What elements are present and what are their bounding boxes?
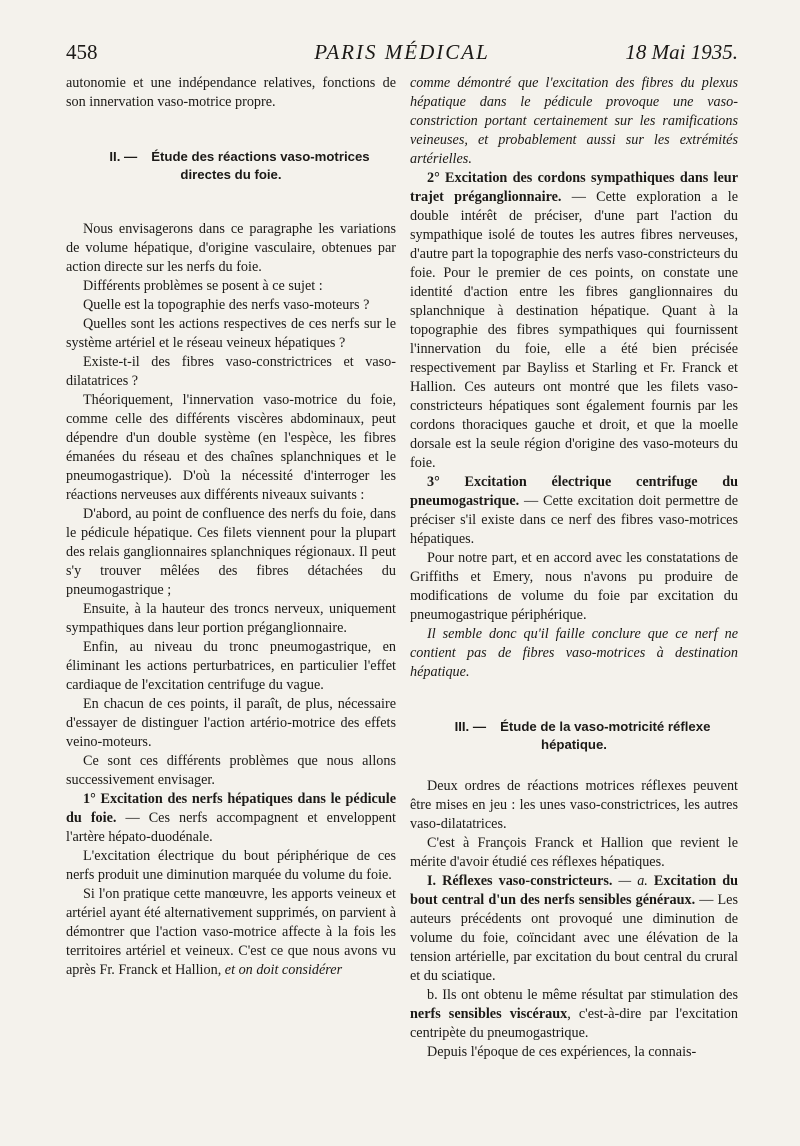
journal-title: PARIS MÉDICAL [314, 40, 490, 64]
paragraph: Existe-t-il des fibres vaso-constrictrices et vaso-dilatatrices ? [66, 354, 396, 389]
paragraph: Différents problèmes se posent à ce sujet : [83, 278, 323, 294]
section-number: III. — [454, 719, 487, 734]
paragraph: Si l'on pratique cette manœuvre, les apports veineux et artériel ayant été alternativement supprimés, on parvient à démontrer que l'action vaso-motrice affecte à la fois les territoires artériel et veineux. C'est ce que nous avons vu après Fr. Franck et Hallion, et on doit considérer [66, 886, 396, 978]
paragraph: Théoriquement, l'innervation vaso-motrice du foie, comme celle des différents viscères abdominaux, peut dépendre d'un double système (en l'espèce, les fibres émanées du réseau et des chaînes splanchniques et le pneumogastrique). D'où la nécessité d'interroger les réactions nerveuses aux différents niveaux suivants : [66, 392, 396, 503]
section-title: Étude des réactions vaso-motrices directes du foie. [151, 149, 370, 182]
subsection-paragraph: 2° Excitation des cordons sympathiques dans leur trajet préganglionnaire. — Cette exploration a le double intérêt de préciser, d'une part l'action du sympathique isolé de toutes les autres fibres nerveuses, d'autre part la topographie des nerfs vaso-constricteurs du foie. Pour le premier de ces points, on constate une identité d'action entre les fibres ganglionnaires du splanchnique à destination hépatique. Quant à la topographie des fibres sympathiques qui fournissent l'innervation du foie, elle a été bien précisée respectivement par Bayliss et Starling et Fr. Franck et Hallion. Ces auteurs ont montré que les filets vaso-constricteurs hépatiques sont également fournis par les cordons thoraciques gauche et droit, et que la moelle dorsale est la seule région d'origine des vaso-moteurs du foie. [410, 170, 738, 471]
paragraph: D'abord, au point de confluence des nerfs du foie, dans le pédicule hépatique. Ces filets viennent pour la plupart des relais ganglionnaires splanchniques régionaux. Il peut s'y trouver mêlées des fibres détachées du pneumogastrique ; [66, 506, 396, 598]
issue-date: 18 Mai 1935. [625, 40, 738, 64]
paragraph: b. Ils ont obtenu le même résultat par stimulation des nerfs sensibles viscéraux, c'est-à-dire par l'excitation centripète du pneumogastrique. [410, 987, 738, 1041]
paragraph: Ce sont ces différents problèmes que nous allons successivement envisager. [66, 753, 396, 788]
paragraph: Enfin, au niveau du tronc pneumogastrique, en éliminant les actions perturbatrices, en particulier l'effet cardiaque de l'excitation centrifuge du vague. [66, 639, 396, 693]
section-number: II. — [109, 149, 138, 164]
paragraph: Pour notre part, et en accord avec les constatations de Griffiths et Emery, nous n'avons pu produire de modifications de volume du foie par excitation du pneumogastrique périphérique. [410, 550, 738, 623]
right-column [410, 74, 738, 1062]
subsection-paragraph: 3° Excitation électrique centrifuge du pneumogastrique. — Cette excitation doit permettre de préciser s'il existe dans ce nerf des fibres vaso-motrices hépatiques. [410, 474, 738, 547]
subsection-heading: 1° Excitation des nerfs hépatiques dans le pédicule du foie. [66, 791, 396, 826]
paragraph: C'est à François Franck et Hallion que revient le mérite d'avoir étudié ces réflexes hépatiques. [410, 835, 738, 870]
paragraph: autonomie et une indépendance relatives, fonctions de son innervation vaso-motrice propre. [66, 75, 396, 110]
left-column [66, 74, 396, 980]
subsection-paragraph: 1° Excitation des nerfs hépatiques dans le pédicule du foie. — Ces nerfs accompagnent et enveloppent l'artère hépato-duodénale. [66, 791, 397, 845]
paragraph: L'excitation électrique du bout périphérique de ces nerfs produit une diminution marquée du volume du foie. [66, 848, 396, 883]
subsection-heading: Excitation du bout central d'un des nerfs sensibles généraux. [410, 873, 738, 908]
paragraph-continued: comme démontré que l'excitation des fibres du plexus hépatique dans le pédicule provoque une vaso-constriction portant certainement sur les ramifications veineuses, et probablement aussi sur les extrémités artérielles. [410, 75, 738, 167]
paragraph: Nous envisagerons dans ce paragraphe les variations de volume hépatique, d'origine vasculaire, obtenues par action directe sur les nerfs du foie. [66, 221, 396, 275]
page-header [66, 40, 738, 74]
subsection-paragraph: I. Réflexes vaso-constricteurs. — a. Excitation du bout central d'un des nerfs sensibles généraux. — Les auteurs précédents ont provoqué une diminution de volume du foie, coïncidant avec une élévation de la tension artérielle, par excitation du bout central du crural et du sciatique. [410, 873, 738, 984]
subsection-heading: 3° Excitation électrique centrifuge du pneumogastrique. [410, 474, 738, 509]
paragraph: Quelle est la topographie des nerfs vaso-moteurs ? [83, 297, 370, 313]
italic-text: et on doit considérer [224, 962, 343, 978]
paragraph: Quelles sont les actions respectives de ces nerfs sur le système artériel et le réseau veineux hépatiques ? [66, 316, 396, 351]
paragraph: Il semble donc qu'il faille conclure que ce nerf ne contient pas de fibres vaso-motrices à destination hépatique. [410, 626, 738, 680]
paragraph: En chacun de ces points, il paraît, de plus, nécessaire d'essayer de distinguer l'action artério-motrice des effets veino-moteurs. [66, 696, 396, 750]
paragraph: Depuis l'époque de ces expériences, la connais- [427, 1044, 697, 1060]
paragraph: Ensuite, à la hauteur des troncs nerveux, uniquement sympathiques dans leur portion préganglionnaire. [66, 601, 396, 636]
subsection-heading: I. Réflexes vaso-constricteurs. [427, 873, 613, 889]
section-heading-2 [66, 148, 396, 184]
section-heading-3 [410, 718, 738, 754]
paragraph: Deux ordres de réactions motrices réflexes peuvent être mises en jeu : les unes vaso-constrictrices, les autres vaso-dilatatrices. [410, 778, 738, 832]
subsection-heading: 2° Excitation des cordons sympathiques dans leur trajet préganglionnaire. [410, 170, 738, 205]
section-title: Étude de la vaso-motricité réflexe hépatique. [500, 719, 711, 752]
page-number: 458 [66, 40, 98, 64]
